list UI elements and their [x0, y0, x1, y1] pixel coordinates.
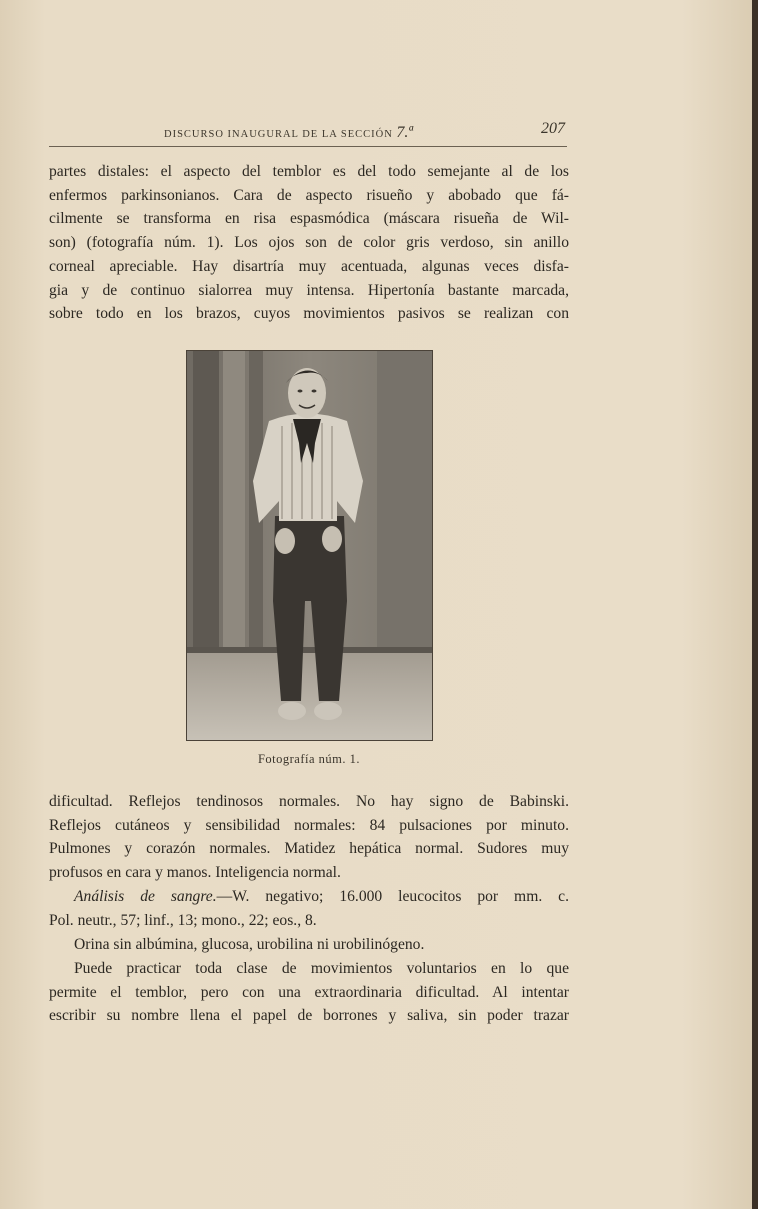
text-line: escribir su nombre llena el papel de borrones y saliva, sin poder trazar	[49, 1007, 569, 1025]
figure-caption: Fotografía núm. 1.	[257, 752, 361, 766]
paragraph-final	[49, 957, 569, 1028]
page-number: 207	[541, 120, 565, 137]
text-line	[49, 885, 569, 909]
text-line: profusos en cara y manos. Inteligencia normal.	[49, 864, 341, 882]
text-line: Puede practicar toda clase de movimientos voluntarios en lo que	[74, 960, 569, 977]
text-line: Pulmones y corazón normales. Matidez hepática normal. Sudores muy	[49, 840, 569, 858]
text-line: enfermos parkinsonianos. Cara de aspecto risueño y abobado que fá-	[49, 186, 569, 204]
text-line: cilmente se transforma en risa espasmódica (máscara risueña de Wil-	[49, 210, 569, 228]
text-line: corneal apreciable. Hay disartría muy acentuada, algunas veces disfa-	[49, 257, 569, 275]
text-line: partes distales: el aspecto del temblor es del todo semejante al de los	[49, 163, 569, 180]
photograph-image	[187, 351, 432, 740]
urine-paragraph	[49, 933, 569, 957]
section-number: 7.ª	[396, 124, 413, 141]
text-line: sobre todo en los brazos, cuyos movimientos pasivos se realizan con	[49, 305, 569, 323]
text-line: Pol. neutr., 57; linf., 13; mono., 22; eos., 8.	[49, 911, 317, 929]
paragraph-bottom	[49, 790, 569, 885]
text-line: Reflejos cutáneos y sensibilidad normales: 84 pulsaciones por minuto.	[49, 816, 569, 834]
text-line: Orina sin albúmina, glucosa, urobilina ni urobilinógeno.	[74, 936, 425, 953]
blood-analysis	[49, 885, 569, 932]
text-line: son) (fotografía núm. 1). Los ojos son de color gris verdoso, sin anillo	[49, 234, 569, 252]
running-title: DISCURSO INAUGURAL DE LA SECCIÓN 7.ª	[164, 124, 413, 141]
running-header	[49, 118, 567, 147]
photograph	[186, 350, 433, 741]
text-line: permite el temblor, pero con una extraordinaria dificultad. Al intentar	[49, 983, 569, 1001]
page-edge	[752, 0, 758, 1209]
text-line: dificultad. Reflejos tendinosos normales. No hay signo de Babinski.	[49, 793, 569, 810]
analysis-result: —W. negativo; 16.000 leucocitos por mm. c.	[216, 888, 569, 905]
analysis-heading: Análisis de sangre.	[74, 888, 217, 905]
paragraph-top	[49, 160, 569, 326]
text-line: gia y de continuo sialorrea muy intensa. Hipertonía bastante marcada,	[49, 281, 569, 299]
